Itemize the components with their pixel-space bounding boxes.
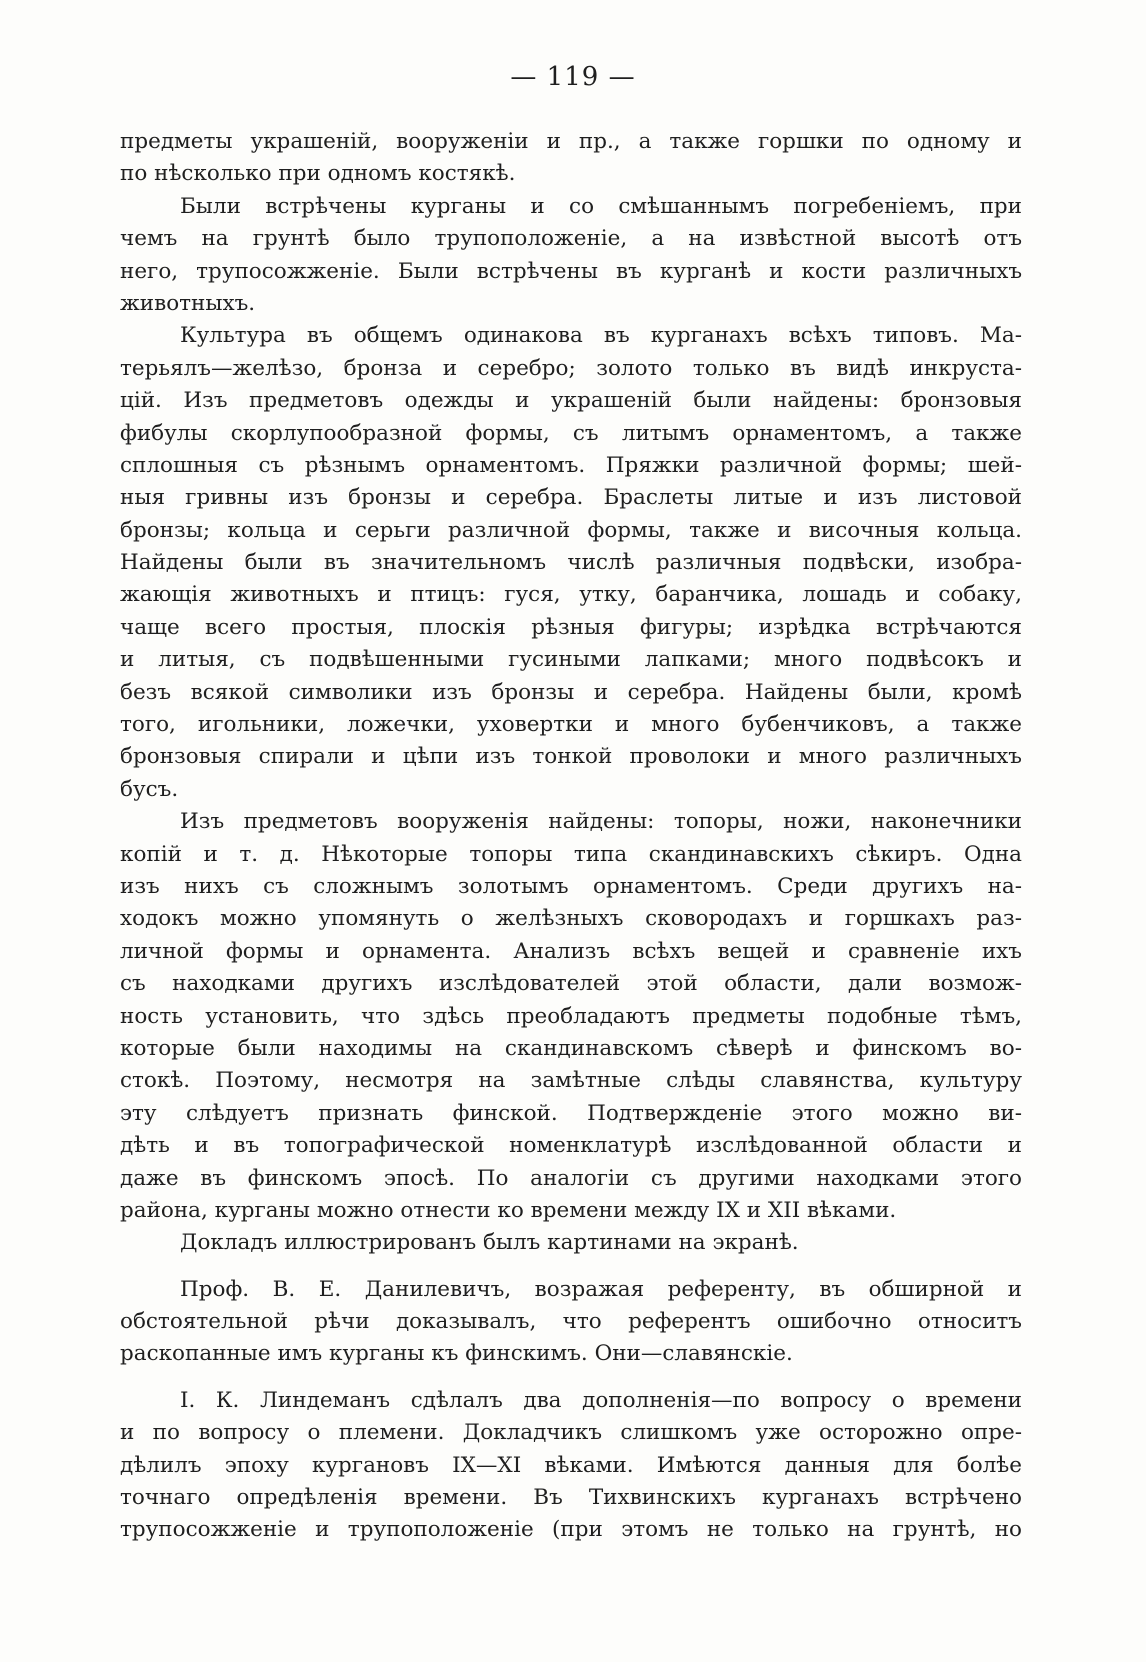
text-line: по нѣсколько при одномъ костякѣ.	[120, 161, 516, 187]
paragraph	[120, 126, 1022, 191]
text-line: трупосожженiе и трупоположенiе (при этомъ не только на грунтѣ, но	[120, 1517, 1022, 1543]
text-line: точнаго опредѣленiя времени. Въ Тихвинскихъ курганахъ встрѣчено	[120, 1485, 1022, 1511]
text-line: изъ нихъ съ сложнымъ золотымъ орнаментомъ. Среди другихъ на-	[120, 873, 1022, 899]
text-line: чемъ на грунтѣ было трупоположенiе, а на извѣстной высотѣ отъ	[120, 226, 1022, 252]
text-line: животныхъ.	[120, 290, 256, 316]
text-line: жающiя животныхъ и птицъ: гуся, утку, баранчика, лошадь и собаку,	[120, 582, 1022, 608]
text-line: бусъ.	[120, 776, 179, 802]
paragraph	[120, 320, 1022, 806]
paragraph-gap	[120, 1371, 1022, 1385]
text-line: съ находками другихъ изслѣдователей этой области, дали возмож-	[120, 971, 1022, 997]
text-line: копiй и т. д. Нѣкоторые топоры типа скандинавскихъ сѣкиръ. Одна	[120, 841, 1022, 867]
page-number: — 119 —	[510, 62, 636, 92]
text-line: Культура въ общемъ одинакова въ курганахъ всѣхъ типовъ. Ма-	[180, 323, 1022, 349]
text-line: личной формы и орнамента. Анализъ всѣхъ вещей и сравненiе ихъ	[120, 938, 1022, 964]
paragraph-gap	[120, 1260, 1022, 1274]
text-line: ныя гривны изъ бронзы и серебра. Браслеты литые и изъ листовой	[120, 485, 1022, 511]
text-line: чаще всего простыя, плоскiя рѣзныя фигуры; изрѣдка встрѣчаются	[120, 614, 1022, 640]
paragraph	[120, 1385, 1022, 1547]
text-line: I. К. Линдеманъ сдѣлалъ два дополненiя—по вопросу о времени	[180, 1387, 1022, 1413]
text-line: него, трупосожженiе. Были встрѣчены въ курганѣ и кости различныхъ	[120, 258, 1022, 284]
text-line: и литыя, съ подвѣшенными гусиными лапками; много подвѣсокъ и	[120, 647, 1022, 673]
text-line: обстоятельной рѣчи доказывалъ, что референтъ ошибочно относитъ	[120, 1309, 1022, 1335]
text-line: ность установить, что здѣсь преобладаютъ предметы подобные тѣмъ,	[120, 1003, 1022, 1029]
text-line: Изъ предметовъ вооруженiя найдены: топоры, ножи, наконечники	[180, 809, 1022, 835]
text-line: даже въ финскомъ эпосѣ. По аналогiи съ другими находками этого	[120, 1165, 1022, 1191]
text-line: цiй. Изъ предметовъ одежды и украшенiй были найдены: бронзовыя	[120, 388, 1022, 414]
text-line: эту слѣдуетъ признать финской. Подтвержденiе этого можно ви-	[120, 1100, 1022, 1126]
text-line: и по вопросу о племени. Докладчикъ слишкомъ уже осторожно опре-	[120, 1420, 1022, 1446]
text-line: Проф. В. Е. Данилевичъ, возражая референту, въ обширной и	[180, 1276, 1022, 1302]
text-line: Найдены были въ значительномъ числѣ различныя подвѣски, изобра-	[120, 550, 1022, 576]
text-line: района, курганы можно отнести ко времени между IX и XII вѣками.	[120, 1197, 897, 1223]
text-line: сплошныя съ рѣзнымъ орнаментомъ. Пряжки различной формы; шей-	[120, 452, 1022, 478]
text-line: дѣлилъ эпоху кургановъ IX—XI вѣками. Имѣются данныя для болѣе	[120, 1452, 1022, 1478]
text-line: предметы украшенiй, вооруженiи и пр., а также горшки по одному и	[120, 129, 1022, 154]
paragraph	[120, 806, 1022, 1227]
text-line: терьялъ—желѣзо, бронза и серебро; золото только въ видѣ инкруста-	[120, 355, 1022, 381]
paragraph	[120, 1274, 1022, 1371]
body-text	[120, 126, 1022, 1547]
text-line: Докладъ иллюстрированъ былъ картинами на экранѣ.	[180, 1230, 799, 1256]
text-line: безъ всякой символики изъ бронзы и серебра. Найдены были, кромѣ	[120, 679, 1022, 705]
text-line: стокѣ. Поэтому, несмотря на замѣтные слѣды славянства, культуру	[120, 1068, 1022, 1094]
text-line: дѣть и въ топографической номенклатурѣ изслѣдованной области и	[120, 1133, 1022, 1159]
text-line: которые были находимы на скандинавскомъ сѣверѣ и финскомъ во-	[120, 1035, 1022, 1061]
paragraph	[120, 1227, 1022, 1259]
text-line: того, игольники, ложечки, уховертки и много бубенчиковъ, а также	[120, 712, 1022, 738]
text-line: ходокъ можно упомянуть о желѣзныхъ сковородахъ и горшкахъ раз-	[120, 906, 1022, 932]
text-line: Были встрѣчены курганы и со смѣшаннымъ погребенiемъ, при	[180, 193, 1022, 219]
text-line: бронзы; кольца и серьги различной формы, также и височныя кольца.	[120, 517, 1022, 543]
text-line: фибулы скорлупообразной формы, съ литымъ орнаментомъ, а также	[120, 420, 1022, 446]
paragraph	[120, 191, 1022, 321]
text-line: раскопанные имъ курганы къ финскимъ. Они—славянскiе.	[120, 1341, 793, 1367]
text-line: бронзовыя спирали и цѣпи изъ тонкой проволоки и много различныхъ	[120, 744, 1022, 770]
